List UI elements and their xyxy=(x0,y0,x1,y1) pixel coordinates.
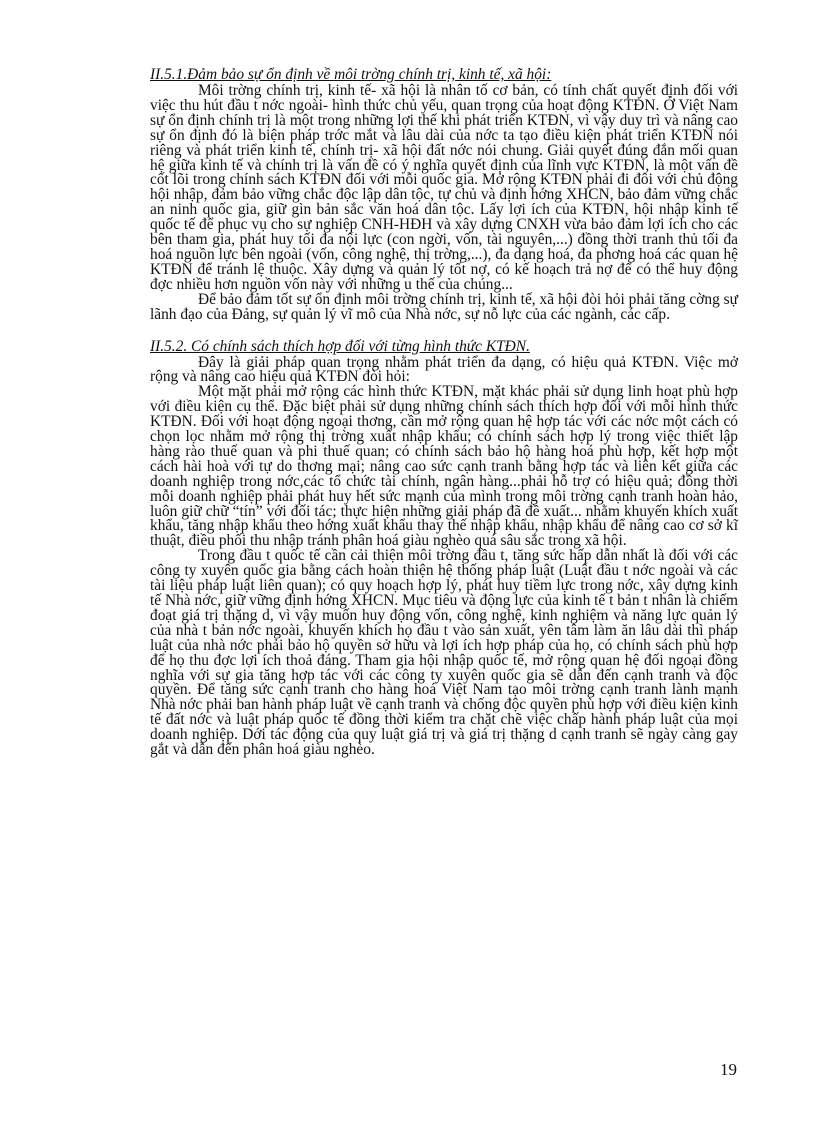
document-body xyxy=(150,66,738,758)
section-heading-2-5-2: II.5.2. Có chính sách thích hợp đối với từng hình thức KTĐN. xyxy=(150,337,530,355)
paragraph: Để bảo đảm tốt sự ổn định môi trờng chính trị, kinh tế, xã hội đòi hỏi phải tăng cờng sự lãnh đạo của Đảng, sự quản lý vĩ mô của Nhà nớc, sự nỗ lực của các ngành, các cấp. xyxy=(150,290,738,323)
paragraph: Trong đầu t quốc tế cần cải thiện môi trờng đầu t, tăng sức hấp dẫn nhất là đối với các công ty xuyên quốc gia bằng cách hoàn thiện hệ thống pháp luật (Luật đầu t nớc ngoài và các tài liệu pháp luật liên quan); có quy hoạch hợp lý, phát huy tiềm lực trong nớc, xây dựng kinh tế Nhà nớc, giữ vững định hớng XHCN. Mục tiêu và động lực của kinh tế t bản t nhân là chiếm đoạt giá trị thặng d, vì vậy muốn huy động vốn, công nghệ, kinh nghiệm và năng lực quản lý của nhà t bản nớc ngoài, khuyến khích họ đầu t vào sản xuất, yên tâm làm ăn lâu dài thì pháp luật của nhà nớc phải bảo hộ quyền sở hữu và lợi ích hợp pháp của họ, có chính sách phù hợp để họ thu đợc lợi ích thoả đáng. Tham gia hội nhập quốc tế, mở rộng quan hệ đối ngoại đồng nghĩa với sự gia tăng hợp tác với các công ty xuyên quốc gia sẽ dẫn đến cạnh tranh và độc quyền. Để tăng sức cạnh tranh cho hàng hoá Việt Nam tạo môi trờng cạnh tranh lành mạnh Nhà nớc phải ban hành pháp luật về cạnh tranh và chống độc quyền phù hợp với điều kiện kinh tế đất nớc và luật pháp quốc tế đồng thời kiểm tra chặt chẽ việc chấp hành pháp luật của mọi doanh nghiệp. Dới tác động của quy luật giá trị và giá trị thặng d cạnh tranh sẽ ngày càng gay gắt và dẫn đến phân hoá giàu nghèo. xyxy=(150,547,738,759)
paragraph: Một mặt phải mở rộng các hình thức KTĐN, mặt khác phải sử dụng linh hoạt phù hợp với điều kiện cụ thể. Đặc biệt phải sử dụng những chính sách thích hợp đối với mỗi hình thức KTĐN. Đối với hoạt động ngoại thơng, cần mở rộng quan hệ hợp tác với các nớc một cách có chọn lọc nhằm mở rộng thị trờng xuất nhập khẩu; có chính sách hợp lý trong việc thiết lập hàng rào thuế quan và phi thuế quan; có chính sách bảo hộ hàng hoá phù hợp, kết hợp một cách hài hoà với tự do thơng mại; nâng cao sức cạnh tranh bằng hợp tác và liên kết giữa các doanh nghiệp trong nớc,các tổ chức tài chính, ngân hàng...phải hỗ trợ có hiệu quả; đồng thời mỗi doanh nghiệp phải phát huy hết sức mạnh của mình trong môi trờng cạnh tranh hoàn hảo, luôn giữ chữ “tín” với đối tác; thực hiện những giải pháp đã đề xuất... nhằm khuyến khích xuất khẩu, tăng nhập khẩu theo hớng xuất khẩu thay thế nhập khẩu, nhập khẩu để nâng cao cơ sở kĩ thuật, điều phối thu nhập tránh phân hoá giàu nghèo quá sâu sắc trong xã hội. xyxy=(150,383,738,550)
paragraph: Đây là giải pháp quan trọng nhằm phát triển đa dạng, có hiệu quả KTĐN. Việc mở rộng và nâng cao hiệu quả KTĐN đòi hỏi: xyxy=(150,353,738,386)
section-heading-2-5-1: II.5.1.Đảm bảo sự ổn định về môi trờng chính trị, kinh tế, xã hội: xyxy=(150,66,552,83)
page-number: 19 xyxy=(720,1060,737,1079)
paragraph: Môi trờng chính trị, kinh tế- xã hội là nhân tố cơ bản, có tính chất quyết định đối với việc thu hút đầu t nớc ngoài- hình thức chủ yếu, quan trọng của hoạt động KTĐN. Ở Việt Nam sự ổn định chính trị là một trong những lợi thế khi phát triển KTĐN, vì vậy duy trì và nâng cao sự ổn định đó là biện pháp trớc mắt và lâu dài của nớc ta tạo điều kiện phát triển KTĐN nói riêng và phát triển kinh tế, chính trị- xã hội đất nớc nói chung. Giải quyết đúng đắn mối quan hệ giữa kinh tế và chính trị là vấn đề có ý nghĩa quyết định của lĩnh vực KTĐN, là một vấn đề cốt lõi trong chính sách KTĐN đối với mỗi quốc gia. Mở rộng KTĐN phải đi đôi với chủ động hội nhập, đảm bảo vững chắc độc lập dân tộc, tự chủ và định hớng XHCN, bảo đảm vững chắc an ninh quốc gia, giữ gìn bản sắc văn hoá dân tộc. Lấy lợi ích của KTĐN, hội nhập kinh tế quốc tế để phục vụ cho sự nghiệp CNH-HĐH và xây dựng CNXH vừa bảo đảm lợi ích cho các bên tham gia, phát huy tối đa nội lực (con ngời, vốn, tài nguyên,...) đồng thời tranh thủ tối đa hoá nguồn lực bên ngoài (vốn, công nghệ, thị trờng,...), đa dạng hoá, đa phơng hoá các quan hệ KTĐN để tránh lệ thuộc. Xây dựng và quản lý tốt nợ, có kế hoạch trả nợ để có thể huy động đợc nhiều hơn nguồn vốn này với những u thế của chúng... xyxy=(150,82,738,293)
